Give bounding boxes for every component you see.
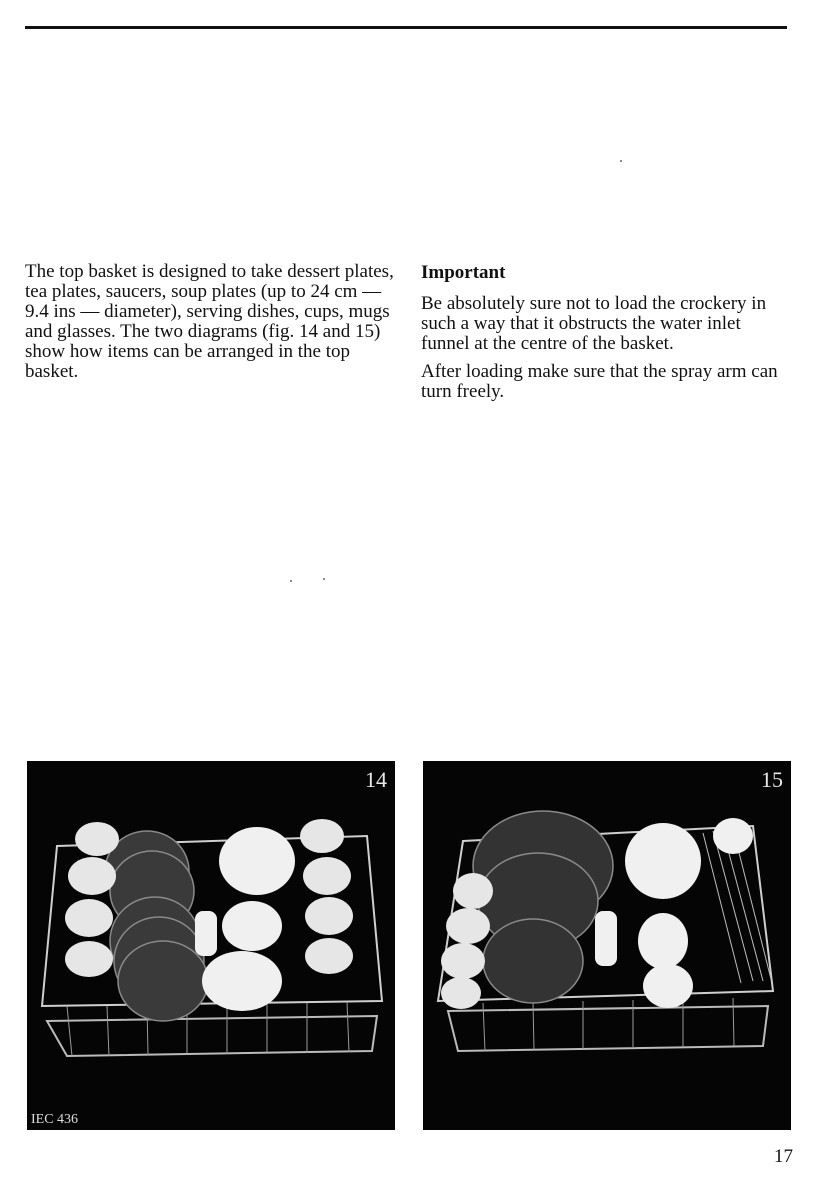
- top-rule: [25, 26, 787, 29]
- scan-speck: [323, 578, 325, 580]
- figure-15-number: 15: [761, 767, 783, 792]
- page-number: 17: [774, 1146, 793, 1167]
- figure-14-number: 14: [365, 767, 387, 792]
- scan-speck: [290, 580, 292, 582]
- figure-14-caption: IEC 436: [31, 1112, 79, 1127]
- important-paragraph-1: Be absolutely sure not to load the crockery in such a way that it obstructs the water inlet funnel at the centre of the basket.: [421, 293, 767, 354]
- figure-15-photo: [423, 761, 791, 1130]
- important-column: [421, 262, 791, 410]
- dishwasher-basket-illustration-14: [27, 761, 395, 1130]
- dishwasher-basket-illustration-15: [423, 761, 791, 1130]
- important-heading: Important: [421, 262, 506, 283]
- intro-column: [25, 262, 400, 382]
- important-paragraph-2: After loading make sure that the spray arm can turn freely.: [421, 361, 778, 402]
- scan-speck: [620, 160, 622, 162]
- intro-paragraph: The top basket is designed to take dessert plates, tea plates, saucers, soup plates (up to 24 cm — 9.4 ins — diameter), serving dishes, cups, mugs and glasses. The two diagrams (fig. 14 and 15) show how items can be arranged in the top basket.: [25, 261, 394, 382]
- figure-14-photo: [27, 761, 395, 1130]
